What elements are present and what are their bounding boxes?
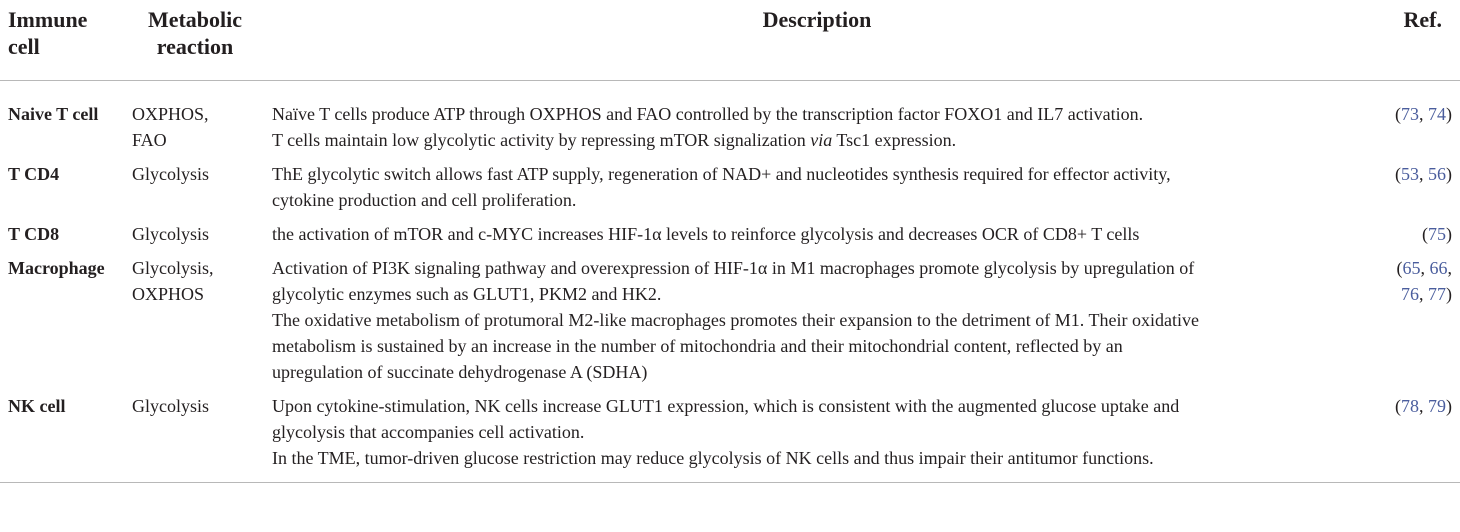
immune-cell-name: NK cell (8, 396, 66, 416)
reaction-line: OXPHOS, (132, 104, 209, 124)
reaction-line: Glycolysis, (132, 258, 214, 278)
ref-bracket: ) (1446, 164, 1452, 184)
header-metabolic-reaction (126, 0, 264, 81)
ref-separator: , (1419, 396, 1428, 416)
table-row (0, 393, 1460, 483)
ref-bracket: ( (1422, 224, 1428, 244)
reaction-line: FAO (132, 130, 167, 150)
ref-separator: , (1419, 284, 1428, 304)
description-line: upregulation of succinate dehydrogenase A (SDHA) (272, 362, 648, 382)
description-line: glycolysis that accompanies cell activation. (272, 422, 585, 442)
ref-link[interactable]: 75 (1428, 224, 1446, 244)
reference (1370, 81, 1460, 162)
ref-bracket: ( (1395, 104, 1401, 124)
ref-bracket: ( (1395, 396, 1401, 416)
ref-link[interactable]: 53 (1401, 164, 1419, 184)
immune-cell-name: T CD8 (8, 224, 60, 244)
ref-link[interactable]: 79 (1428, 396, 1446, 416)
ref-separator: , (1420, 258, 1430, 278)
description-line: cytokine production and cell proliferation. (272, 190, 577, 210)
ref-separator: , (1447, 258, 1452, 278)
ref-link[interactable]: 65 (1402, 258, 1421, 278)
header-row (0, 0, 1460, 81)
ref-bracket: ) (1446, 224, 1452, 244)
ref-separator: , (1419, 164, 1428, 184)
table-body (0, 81, 1460, 483)
ref-link[interactable]: 78 (1401, 396, 1419, 416)
table-header (0, 0, 1460, 81)
reference (1370, 221, 1460, 255)
header-description: Description (762, 7, 872, 32)
reference-line (1370, 281, 1452, 307)
ref-link[interactable]: 56 (1428, 164, 1446, 184)
header-metabolic-line2: reaction (156, 34, 234, 59)
description (264, 161, 1370, 221)
description-line: The oxidative metabolism of protumoral M2-like macrophages promotes their expansion to the detriment of M1. Their oxidative (272, 310, 1199, 330)
ref-bracket: ( (1396, 258, 1403, 278)
description-line: metabolism is sustained by an increase in the number of mitochondria and their mitochondrial content, reflected by an (272, 336, 1123, 356)
description-line: Naïve T cells produce ATP through OXPHOS and FAO controlled by the transcription factor FOXO1 and IL7 activation. (272, 104, 1144, 124)
description (264, 81, 1370, 162)
header-immune-cell-line2: cell (8, 34, 40, 59)
description-line: the activation of mTOR and c-MYC increases HIF-1α levels to reinforce glycolysis and decreases OCR of CD8+ T cells (272, 224, 1140, 244)
description (264, 393, 1370, 483)
metabolic-reaction (126, 81, 264, 162)
ref-link[interactable]: 74 (1428, 104, 1446, 124)
immune-cell-name: Naive T cell (8, 104, 99, 124)
immune-cell-name: T CD4 (8, 164, 60, 184)
reference (1370, 255, 1460, 393)
ref-bracket: ) (1446, 396, 1452, 416)
table-row (0, 255, 1460, 393)
table-row (0, 221, 1460, 255)
metabolic-reaction: Glycolysis (132, 396, 210, 416)
description (264, 255, 1370, 393)
reference-line (1370, 255, 1452, 281)
reference (1370, 161, 1460, 221)
immune-cell-name: Macrophage (8, 258, 105, 278)
ref-separator: , (1419, 104, 1428, 124)
header-ref: Ref. (1403, 7, 1442, 32)
description (264, 221, 1370, 255)
description-line: glycolytic enzymes such as GLUT1, PKM2 and HK2. (272, 284, 662, 304)
header-immune-cell-line1: Immune (8, 7, 88, 32)
description-line: Activation of PI3K signaling pathway and overexpression of HIF-1α in M1 macrophages promote glycolysis by upregulation of (272, 258, 1195, 278)
description-text: Tsc1 expression. (832, 130, 957, 150)
header-immune-cell (0, 0, 126, 81)
metabolic-reaction: Glycolysis (132, 224, 210, 244)
reference (1370, 393, 1460, 483)
table-row (0, 81, 1460, 162)
metabolic-reaction: Glycolysis (132, 164, 210, 184)
description-line (272, 127, 1370, 153)
ref-bracket: ) (1446, 104, 1452, 124)
ref-link[interactable]: 66 (1429, 258, 1448, 278)
description-line: Upon cytokine-stimulation, NK cells increase GLUT1 expression, which is consistent with the augmented glucose uptake and (272, 396, 1180, 416)
table-row (0, 161, 1460, 221)
description-italic: via (810, 130, 833, 150)
description-line: In the TME, tumor-driven glucose restriction may reduce glycolysis of NK cells and thus impair their antitumor functions. (272, 448, 1154, 468)
ref-link[interactable]: 73 (1401, 104, 1419, 124)
ref-bracket: ( (1395, 164, 1401, 184)
reaction-line: OXPHOS (132, 284, 205, 304)
header-metabolic-line1: Metabolic (147, 7, 243, 32)
description-line: ThE glycolytic switch allows fast ATP supply, regeneration of NAD+ and nucleotides synthesis required for effector activity, (272, 164, 1171, 184)
description-text: T cells maintain low glycolytic activity by repressing mTOR signalization (272, 130, 811, 150)
metabolic-reaction (126, 255, 264, 393)
ref-link[interactable]: 76 (1401, 284, 1419, 304)
ref-link[interactable]: 77 (1428, 284, 1446, 304)
ref-bracket: ) (1446, 284, 1452, 304)
